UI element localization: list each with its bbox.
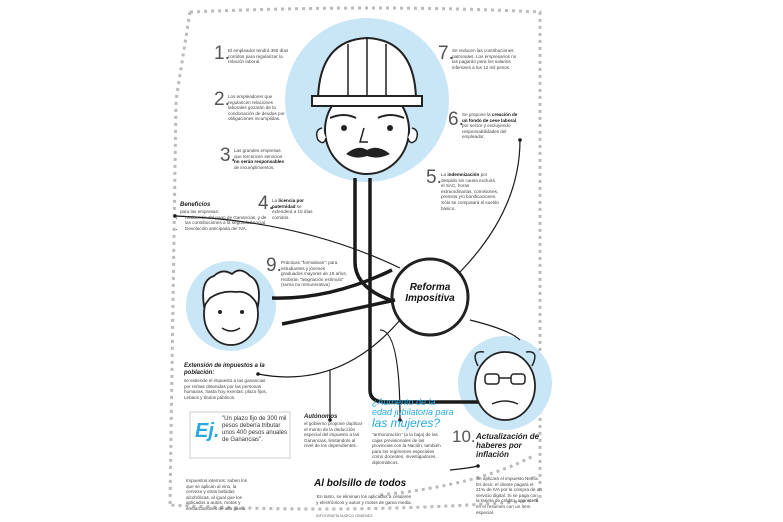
item-2-text: Los empleadores que regularicen relaciones laborales gozarán de la condonación de deudas por obligaciones incumplidas. <box>228 94 285 122</box>
item-7-text: Se reducen las contribuciones patronales. Los empresarios no las pagarán para los salarios inferiores a los 12 mil pesos. <box>452 48 517 70</box>
autonomos-title: Autónomos <box>304 414 338 420</box>
item-9-text: Prácticas "formativas": para estudiantes y jóvenes graduados mayores de 18 años, recibirán "asignación estímulo" (suma no remunerativa) <box>281 260 347 288</box>
impuestos-internos-text: Impuestos internos: suben los que se aplican al vino, la cerveza y otras bebidas alcohólicas, al igual que los aplicados a autos, motos y embarcaciones de alta gama. <box>186 478 248 511</box>
beneficios-title: Beneficios <box>180 202 211 208</box>
item-5-text-a: La <box>441 172 448 177</box>
item-5-bold: indemnización <box>447 172 480 177</box>
elder-face <box>475 352 535 420</box>
item-4-number: 4. <box>258 193 274 214</box>
item-4-text-a: La <box>272 198 279 203</box>
item-2-number: 2. <box>214 89 230 110</box>
jubilatoria-title-line1: ¿Aumento de la <box>372 397 436 407</box>
item-6-text-b: , por sector y excluyendo responsabilidades del empleador. <box>462 117 518 140</box>
item-3-text-a: Las grandes empresas que tercericen servicios <box>234 148 283 159</box>
item-6-number: 6. <box>448 109 464 130</box>
item-1-text: El empleador tendrá 360 días corridos para regularizar la relación laboral. <box>228 48 289 65</box>
item-3-bold: no serán responsables <box>234 159 285 165</box>
item-3-number: 3. <box>220 145 236 166</box>
beneficios-bullet-1: • Reducción del pago de Ganancias, y de las contribuciones a la seguridad social. <box>185 215 270 226</box>
item-7-number: 7. <box>438 43 454 64</box>
ejemplo-quote: "Un plazo fijo de 300 mil pesos debería tributar unos 400 pesos anuales de Ganancias". <box>222 416 288 443</box>
item-10-title: Actualización de haberes por inflación <box>476 432 540 459</box>
netflix-text: Se aplicará el impuesto Netflix. Es decir, el cliente pagará el 21% de IVA por la compra de un servicio digital. Si se paga con la tarjeta de crédito, aparecerá en el resumen con un ítem especial. <box>476 476 542 515</box>
item-10-number: 10. <box>452 427 476 446</box>
bolsillo-text: En tanto, se eliminan los aplicados a celulares y electrónicos y autos y motos de gama media. <box>316 494 412 505</box>
item-3-text <box>234 148 286 170</box>
beneficios-bullet-2: • Devolución anticipada del IVA. <box>185 226 270 232</box>
item-4-text-b: se extenderá a 15 días corridos. <box>272 203 313 220</box>
item-5-text <box>441 172 499 211</box>
beneficios-intro: para las empresas: <box>180 209 220 214</box>
item-5-number: 5. <box>426 167 442 188</box>
dotted-border-left <box>170 12 190 505</box>
item-6-text-a: Se propone la <box>462 112 492 117</box>
item-4-text <box>272 198 320 220</box>
item-9-number: 9. <box>266 255 282 276</box>
youth-face <box>203 270 259 345</box>
center-title-line1: Reforma <box>409 282 451 293</box>
item-6-text <box>462 112 524 140</box>
extension-title: Extensión de impuestos a la población: <box>184 363 265 376</box>
item-5-text-b: por despido sin causa excluirá el SAC, horas extraordinarias, comisiones, premios y/o bonificaciones. Sólo se computará el sueldo básico. <box>441 172 499 211</box>
jubilatoria-title <box>372 398 482 429</box>
item-3-text-b: de incumplimientos. <box>234 164 275 170</box>
extension-text: se extiende el impuesto a las ganancias por rentas obtenidas por las personas humanas, hasta hoy exentas: plazo fijos, Lebacs y títulos públicos. <box>184 378 267 400</box>
jubilatoria-text: "armonización" (a la baja) de las cajas previsionales de las provincias con la Nación, también para los regímenes especiales como docentes, investigadores, diplomáticos. <box>372 432 441 465</box>
item-1-number: 1. <box>214 43 230 64</box>
autonomos-text: el gobierno propone duplicar el monto de la deducción especial del impuesto a las Ganancias, limitándolo al nivel de los dependientes. <box>304 421 363 449</box>
center-title <box>398 282 462 304</box>
center-title-line2: Impositiva <box>405 293 455 304</box>
bolsillo-credit: INFOGRAFÍA MARCO GIMÉNEZ <box>316 514 373 518</box>
item-4-bold: licencia por paternidad <box>272 198 304 209</box>
item-6-bold: creación de un fondo de cese laboral <box>462 112 518 123</box>
jubilatoria-title-line3: las mujeres? <box>372 416 441 430</box>
beneficios-block <box>180 209 270 231</box>
bolsillo-title: Al bolsillo de todos <box>314 478 407 489</box>
jubilatoria-title-line2: edad jubilatoria para <box>372 406 454 417</box>
ejemplo-label: Ej. <box>195 420 220 442</box>
